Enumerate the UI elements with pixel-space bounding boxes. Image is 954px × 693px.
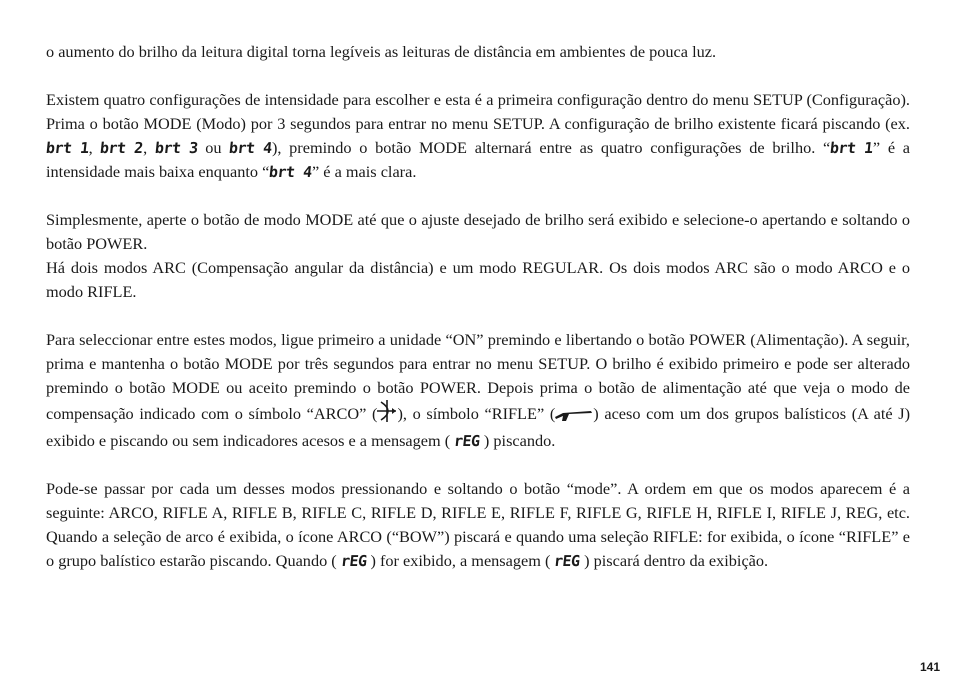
paragraph-select-mode <box>46 328 910 453</box>
page-body <box>46 40 910 573</box>
display-reg-code: rEG <box>453 432 481 450</box>
paragraph-brightness-settings <box>46 88 910 184</box>
paragraph-gap <box>46 184 910 208</box>
paragraph-text: ), premindo o botão MODE alternará entre as quatro configurações de brilho. “ <box>271 138 831 157</box>
display-brt4-code: brt 4 <box>268 163 313 181</box>
paragraph-text: ) piscando. <box>479 431 556 450</box>
separator-text: , <box>88 138 101 157</box>
paragraph-text: ” é a intensidade mais baixa enquanto “ <box>46 138 911 181</box>
display-reg-code: rEG <box>553 552 582 570</box>
separator-text: ou <box>197 138 230 157</box>
paragraph-gap <box>46 453 910 477</box>
paragraph-select-brightness <box>46 208 910 256</box>
display-brt1-code: brt 1 <box>45 139 90 157</box>
paragraph-text: Há dois modos ARC (Compensação angular da distância) e um modo REGULAR. Os dois modos ARC são o modo ARCO e o modo RIFLE. <box>46 258 910 301</box>
paragraph-text: ” é a mais clara. <box>312 162 417 181</box>
paragraph-gap <box>46 64 910 88</box>
separator-text: , <box>143 138 155 157</box>
paragraph-text: o aumento do brilho da leitura digital torna legíveis as leituras de distância em ambientes de pouca luz. <box>46 42 717 61</box>
display-brt4-code: brt 4 <box>228 139 273 157</box>
display-reg-code: rEG <box>339 552 368 570</box>
paragraph-gap <box>46 304 910 328</box>
rifle-icon <box>555 405 593 429</box>
display-brt3-code: brt 3 <box>153 139 199 157</box>
paragraph-text: ) piscará dentro da exibição. <box>580 551 769 570</box>
display-brt2-code: brt 2 <box>99 139 145 157</box>
paragraph-text: ) for exibido, a mensagem ( <box>366 551 555 570</box>
paragraph-text: Para seleccionar entre estes modos, ligue primeiro a unidade “ON” premindo e libertando o botão POWER (Alimentação). A seguir, prima e mantenha o botão MODE por três segundos para entrar no menu SETUP. O brilho é exibido primeiro e pode ser alterado premindo o botão MODE ou aceito premindo o botão POWER. Depois prima o botão de alimentação até que veja o modo de compensação indicado com o símbolo “ARCO” ( <box>46 330 910 423</box>
paragraph-text: Simplesmente, aperte o botão de modo MODE até que o ajuste desejado de brilho será exibido e selecione-o apertando e soltando o botão POWER. <box>46 210 910 253</box>
display-brt1-code: brt 1 <box>829 139 874 157</box>
paragraph-text: Existem quatro configurações de intensidade para escolher e esta é a primeira configuração dentro do menu SETUP (Configuração). Prima o botão MODE (Modo) por 3 segundos para entrar no menu SETUP. A configuração de brilho existente ficará piscando (ex. <box>46 90 910 133</box>
paragraph-text: ), o símbolo “RIFLE” ( <box>397 404 556 423</box>
page-number: 141 <box>920 660 941 674</box>
paragraph-mode-order <box>46 477 910 573</box>
paragraph-text: Pode-se passar por cada um desses modos pressionando e soltando o botão “mode”. A ordem em que os modos aparecem é a seguinte: ARCO, RIFLE A, RIFLE B, RIFLE C, RIFLE D, RIFLE E, RIFLE F, RIFLE G, RIFLE H, RIFLE I, RIFLE J, REG, etc. Quando a seleção de arco é exibida, o ícone ARCO (“BOW”) piscará e quando uma seleção RIFLE: for exibida, o ícone “RIFLE” e o grupo balístico estarão piscando. Quando ( <box>46 479 910 570</box>
paragraph-arc-modes <box>46 256 910 304</box>
bow-arrow-icon <box>377 400 397 429</box>
paragraph-text: ) aceso com um dos grupos balísticos (A até J) exibido e piscando ou sem indicadores acesos e a mensagem ( <box>46 404 911 450</box>
paragraph-brightness-intro <box>46 40 910 64</box>
